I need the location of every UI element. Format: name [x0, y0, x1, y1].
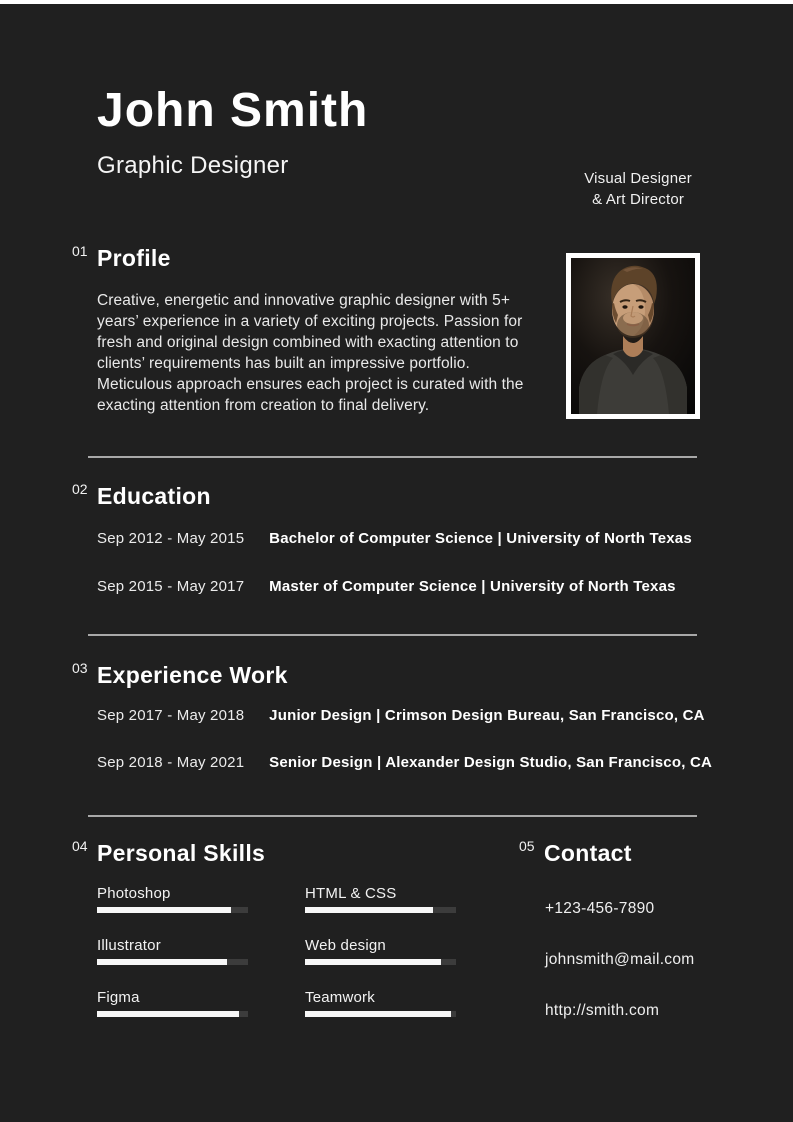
section-number: 02	[72, 481, 88, 497]
experience-row	[97, 707, 793, 725]
skill-bar-track	[97, 1011, 248, 1017]
portrait-illustration	[571, 258, 695, 414]
contact-items	[447, 900, 694, 1020]
contact-website: http://smith.com	[545, 1002, 660, 1019]
skill-bar-fill	[97, 959, 227, 965]
section-title: Profile	[97, 245, 171, 271]
section-profile	[0, 243, 793, 416]
experience-dates: Sep 2018 - May 2021	[97, 754, 245, 771]
section-title: Contact	[544, 840, 632, 866]
skill-item	[305, 937, 456, 965]
experience-dates: Sep 2017 - May 2018	[97, 707, 245, 724]
skill-item	[97, 885, 248, 913]
section-title: Personal Skills	[97, 840, 266, 866]
section-personal-skills	[0, 838, 456, 1017]
education-row	[97, 578, 793, 596]
education-dates: Sep 2015 - May 2017	[97, 578, 245, 595]
skill-label: Photoshop	[97, 885, 171, 902]
skills-grid	[97, 885, 456, 1017]
skill-bar-track	[97, 959, 248, 965]
skill-label: Web design	[305, 937, 386, 954]
tagline	[584, 168, 692, 210]
skill-item	[305, 885, 456, 913]
skill-item	[305, 989, 456, 1017]
section-title: Experience Work	[97, 662, 288, 688]
header	[97, 0, 793, 208]
section-experience	[0, 660, 793, 772]
education-detail: Master of Computer Science | University of North Texas	[269, 578, 676, 595]
skill-bar-track	[305, 1011, 456, 1017]
skills-heading	[72, 838, 456, 868]
person-name: John Smith	[97, 84, 369, 137]
skill-label: Illustrator	[97, 937, 161, 954]
tagline-line-2: & Art Director	[592, 191, 685, 208]
skill-bar-fill	[305, 907, 433, 913]
section-contact	[447, 838, 694, 1020]
skill-label: Figma	[97, 989, 140, 1006]
contact-phone: +123-456-7890	[545, 900, 655, 917]
profile-summary: Creative, energetic and innovative graphic designer with 5+ years’ experience in a variety of exciting projects. Passion for fresh and original design combined with exacting attention to clients’ requirements has built an impressive portfolio. Meticulous approach ensures each project is curated with the exacting attention from creation to final delivery.	[97, 292, 524, 414]
profile-photo	[566, 253, 700, 419]
skill-bar-fill	[305, 1011, 451, 1017]
section-number: 04	[72, 838, 88, 854]
skill-bar-fill	[97, 907, 231, 913]
skill-item	[97, 937, 248, 965]
education-dates: Sep 2012 - May 2015	[97, 530, 245, 547]
job-title: Graphic Designer	[97, 152, 289, 179]
experience-row	[97, 754, 793, 772]
divider	[88, 456, 697, 458]
divider	[88, 634, 697, 636]
skill-bar-fill	[97, 1011, 239, 1017]
education-detail: Bachelor of Computer Science | University of North Texas	[269, 530, 692, 547]
skill-bar-track	[305, 907, 456, 913]
education-row	[97, 530, 793, 548]
experience-detail: Junior Design | Crimson Design Bureau, San Francisco, CA	[269, 707, 705, 724]
section-title: Education	[97, 483, 211, 509]
section-education	[0, 481, 793, 596]
education-heading	[72, 481, 793, 511]
skill-bar-fill	[305, 959, 441, 965]
section-number: 03	[72, 660, 88, 676]
section-number: 01	[72, 243, 88, 259]
section-number: 05	[519, 838, 535, 854]
contact-heading	[519, 838, 694, 868]
skill-bar-track	[97, 907, 248, 913]
experience-heading	[72, 660, 793, 690]
experience-detail: Senior Design | Alexander Design Studio, San Francisco, CA	[269, 754, 713, 771]
tagline-line-1: Visual Designer	[584, 170, 692, 187]
skill-label: Teamwork	[305, 989, 375, 1006]
bottom-area	[0, 838, 793, 1122]
skill-item	[97, 989, 248, 1017]
contact-email: johnsmith@mail.com	[545, 951, 695, 968]
divider	[88, 815, 697, 817]
skill-label: HTML & CSS	[305, 885, 397, 902]
skill-bar-track	[305, 959, 456, 965]
